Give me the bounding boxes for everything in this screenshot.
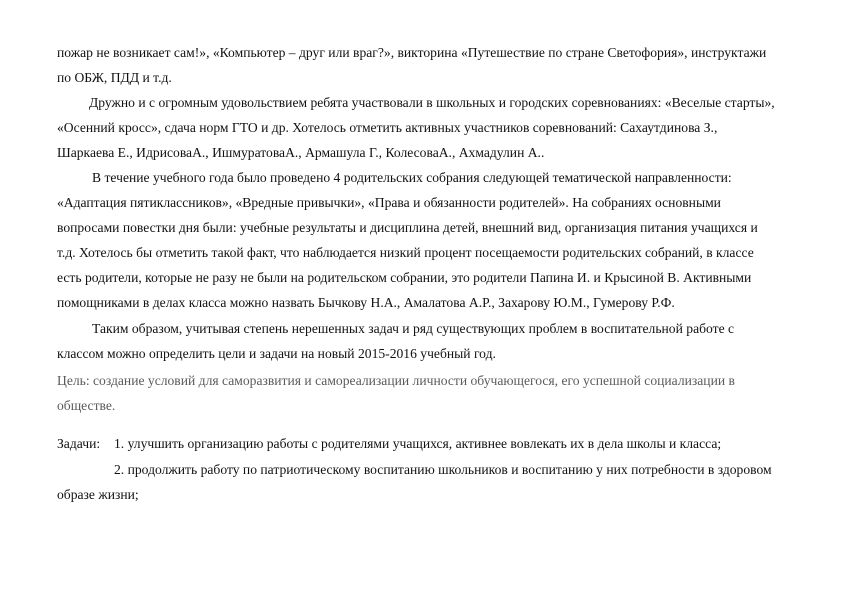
text-line: «Адаптация пятиклассников», «Вредные привычки», «Права и обязанности родителей». На собраниях основными: [57, 195, 721, 210]
goal-line: Цель: создание условий для саморазвития и самореализации личности обучающегося, его успешной социализации в: [57, 373, 735, 388]
goal-line: обществе.: [57, 398, 116, 413]
text-line: по ОБЖ, ПДД и т.д.: [57, 70, 172, 85]
text-line: Таким образом, учитывая степень нерешенных задач и ряд существующих проблем в воспитательной работе с: [92, 321, 735, 336]
text-line: есть родители, которые не разу не были на родительском собрании, это родители Папина И. и Крысиной В. Активными: [57, 270, 752, 285]
task-item-2: 2. продолжить работу по патриотическому воспитанию школьников и воспитанию у них потребности в здоровом: [114, 462, 772, 477]
task-item-1: 1. улучшить организацию работы с родителями учащихся, активнее вовлекать их в дела школы и класса;: [114, 436, 722, 451]
text-line: образе жизни;: [57, 487, 139, 502]
text-line: Шаркаева Е., ИдрисоваА., ИшмуратоваА., Армашула Г., КолесоваА., Ахмадулин А..: [57, 145, 545, 160]
text-line: вопросами повестки дня были: учебные результаты и дисциплина детей, внешний вид, организация питания учащихся и: [57, 220, 758, 235]
text-line: Дружно и с огромным удовольствием ребята участвовали в школьных и городских соревнованиях: «Веселые старты»,: [89, 95, 775, 110]
text-line: классом можно определить цели и задачи на новый 2015-2016 учебный год.: [57, 346, 496, 361]
text-line: «Осенний кросс», сдача норм ГТО и др. Хотелось отметить активных участников соревнований: Сахаутдинова З.,: [57, 120, 718, 135]
text-line: В течение учебного года было проведено 4 родительских собрания следующей тематической направленности:: [92, 170, 732, 185]
text-line: помощниками в делах класса можно назвать Бычкову Н.А., Амалатова А.Р., Захарову Ю.М., Гумерову Р.Ф.: [57, 295, 675, 310]
tasks-label: Задачи:: [57, 436, 101, 451]
text-line: пожар не возникает сам!», «Компьютер – друг или враг?», викторина «Путешествие по стране Светофория», инструктажи: [57, 45, 767, 60]
text-line: т.д. Хотелось бы отметить такой факт, что наблюдается низкий процент посещаемости родительских собраний, в классе: [57, 245, 754, 260]
